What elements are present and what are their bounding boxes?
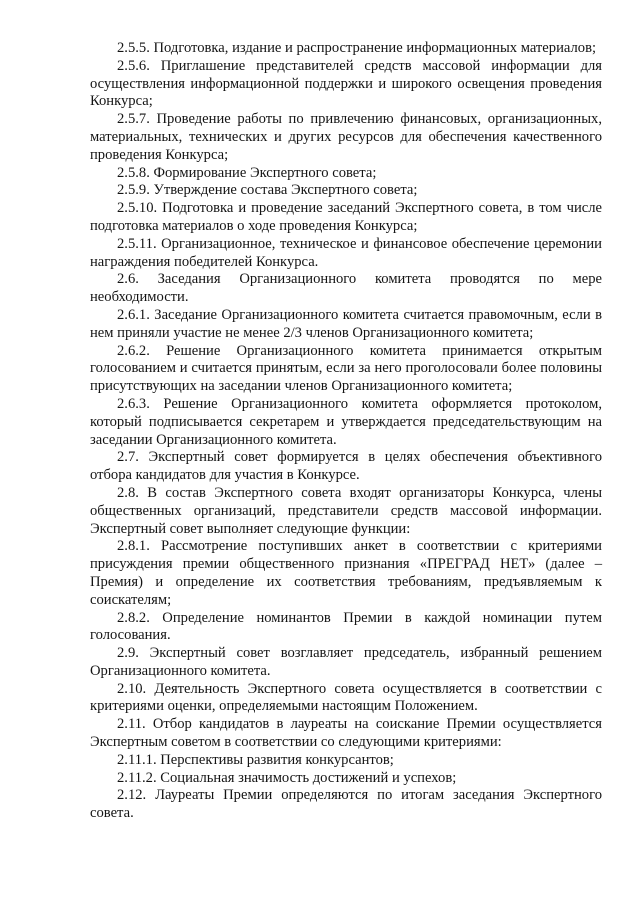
- paragraph-2-9: 2.9. Экспертный совет возглавляет председатель, избранный решением Организационного комитета.: [90, 645, 602, 679]
- paragraph-2-8-2: 2.8.2. Определение номинантов Премии в каждой номинации путем голосования.: [90, 609, 602, 644]
- paragraph-2-5-8: 2.5.8. Формирование Экспертного совета;: [117, 164, 377, 181]
- paragraph-2-10: 2.10. Деятельность Экспертного совета осуществляется в соответствии с критериями оценки, определяемыми настоящим Положением.: [90, 680, 602, 715]
- paragraph-2-5-5: 2.5.5. Подготовка, издание и распространение информационных материалов;: [117, 40, 597, 56]
- paragraph-2-6-3: 2.6.3. Решение Организационного комитета оформляется протоколом, который подписывается секретарем и утверждается председательствующим на заседании Организационного комитета.: [90, 395, 602, 448]
- paragraph-2-8: 2.8. В состав Экспертного совета входят организаторы Конкурса, члены общественных организаций, представители средств массовой информации. Экспертный совет выполняет следующие функции:: [90, 484, 602, 537]
- paragraph-2-12: 2.12. Лауреаты Премии определяются по итогам заседания Экспертного совета.: [90, 787, 602, 822]
- paragraph-2-5-9: 2.5.9. Утверждение состава Экспертного совета;: [117, 182, 418, 199]
- paragraph-2-6-2: 2.6.2. Решение Организационного комитета принимается открытым голосованием и считается принятым, если за него проголосовали более половины присутствующих на заседании членов Организационного комитета;: [90, 342, 602, 395]
- paragraph-2-7: 2.7. Экспертный совет формируется в целях обеспечения объективного отбора кандидатов для участия в Конкурсе.: [90, 449, 602, 484]
- paragraph-2-5-10: 2.5.10. Подготовка и проведение заседаний Экспертного совета, в том числе подготовка материалов о ходе проведения Конкурса;: [90, 200, 602, 234]
- paragraph-2-5-7: 2.5.7. Проведение работы по привлечению финансовых, организационных, материальных, технических и других ресурсов для обеспечения качественного проведения Конкурса;: [90, 111, 602, 163]
- paragraph-2-8-1: 2.8.1. Рассмотрение поступивших анкет в соответствии с критериями присуждения премии общественного признания «ПРЕГРАД НЕТ» (далее – Премия) и определение их соответствия требованиям, предъявляемым к соискателям;: [90, 538, 602, 608]
- paragraph-2-11-2: 2.11.2. Социальная значимость достижений и успехов;: [117, 769, 457, 786]
- paragraph-2-6: 2.6. Заседания Организационного комитета проводятся по мере необходимости.: [90, 271, 602, 306]
- paragraph-2-11: 2.11. Отбор кандидатов в лауреаты на соискание Премии осуществляется Экспертным советом в соответствии со следующими критериями:: [90, 716, 602, 751]
- paragraph-2-5-11: 2.5.11. Организационное, техническое и финансовое обеспечение церемонии награждения победителей Конкурса.: [90, 235, 602, 270]
- paragraph-2-11-1: 2.11.1. Перспективы развития конкурсантов;: [117, 751, 394, 768]
- paragraph-2-6-1: 2.6.1. Заседание Организационного комитета считается правомочным, если в нем приняли участие не менее 2/3 членов Организационного комитета;: [90, 306, 602, 341]
- paragraph-2-5-6: 2.5.6. Приглашение представителей средств массовой информации для осуществления информационной поддержки и широкого освещения проведения Конкурса;: [90, 57, 602, 110]
